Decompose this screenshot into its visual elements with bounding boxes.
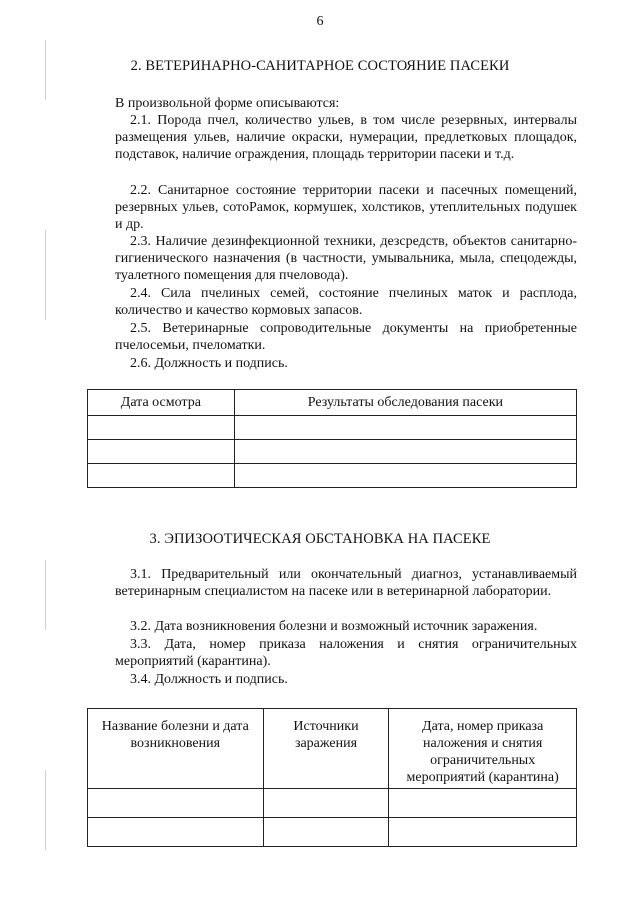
section2-item-2-3: 2.3. Наличие дезинфекционной техники, дезсредств, объектов санитарно-гигиенического назначения (в частности, умывальника, мыла, спецодежды, туалетного помещения для пчеловода). bbox=[115, 234, 577, 283]
scan-edge-mark bbox=[45, 230, 46, 320]
section2-item-2-5: 2.5. Ветеринарные сопроводительные документы на приобретенные пчелосемьи, пчеломатки. bbox=[115, 321, 577, 353]
table-row bbox=[88, 789, 577, 818]
table-cell bbox=[234, 464, 576, 488]
table-row bbox=[88, 818, 577, 847]
table-row bbox=[88, 464, 577, 488]
table-cell bbox=[88, 464, 235, 488]
table-cell bbox=[234, 416, 576, 440]
table-cell bbox=[88, 789, 264, 818]
epizootic-table bbox=[87, 708, 577, 847]
section3-item-3-4: 3.4. Должность и подпись. bbox=[130, 672, 288, 687]
col-header-infection-sources: Источники заражения bbox=[263, 709, 389, 789]
col-header-quarantine-order: Дата, номер приказа наложения и снятия ограничительных мероприятий (карантина) bbox=[389, 709, 577, 789]
table-cell bbox=[88, 440, 235, 464]
section2-heading: 2. ВЕТЕРИНАРНО-САНИТАРНОЕ СОСТОЯНИЕ ПАСЕКИ bbox=[130, 58, 510, 74]
col-header-disease-name-date: Название болезни и дата возникновения bbox=[88, 709, 264, 789]
section2-item-2-4: 2.4. Сила пчелиных семей, состояние пчелиных маток и расплода, количество и качество кормовых запасов. bbox=[115, 286, 577, 318]
table-cell bbox=[88, 416, 235, 440]
table-cell bbox=[263, 789, 389, 818]
section2-item-2-2: 2.2. Санитарное состояние территории пасеки и пасечных помещений, резервных ульев, сотоРамок, кормушек, холстиков, утеплительных подушек и др. bbox=[115, 183, 577, 232]
section2-item-2-6: 2.6. Должность и подпись. bbox=[130, 356, 288, 371]
col-header-inspection-date: Дата осмотра bbox=[88, 390, 235, 416]
scan-edge-mark bbox=[45, 770, 46, 850]
section3-item-3-2: 3.2. Дата возникновения болезни и возможный источник заражения. bbox=[130, 619, 538, 634]
table-row bbox=[88, 440, 577, 464]
col-header-inspection-results: Результаты обследования пасеки bbox=[234, 390, 576, 416]
table-row bbox=[88, 416, 577, 440]
table-cell bbox=[389, 789, 577, 818]
section3-item-3-1: 3.1. Предварительный или окончательный диагноз, устанавливаемый ветеринарным специалистом на пасеке или в ветеринарной лаборатории. bbox=[115, 567, 577, 599]
scan-edge-mark bbox=[45, 560, 46, 630]
table-cell bbox=[263, 818, 389, 847]
section3-item-3-3: 3.3. Дата, номер приказа наложения и снятия ограничительных мероприятий (карантина). bbox=[115, 637, 577, 669]
page-number: 6 bbox=[316, 14, 324, 29]
section3-heading: 3. ЭПИЗООТИЧЕСКАЯ ОБСТАНОВКА НА ПАСЕКЕ bbox=[149, 531, 491, 547]
table-cell bbox=[234, 440, 576, 464]
table-cell bbox=[88, 818, 264, 847]
table-cell bbox=[389, 818, 577, 847]
inspection-table bbox=[87, 389, 577, 488]
section2-item-2-1: 2.1. Порода пчел, количество ульев, в том числе резервных, интервалы размещения ульев, наличие окраски, нумерации, предлетковых площадок, подставок, наличие ограждения, площадь территории пасеки и т.д. bbox=[115, 113, 577, 162]
section2-intro: В произвольной форме описываются: bbox=[115, 96, 340, 111]
